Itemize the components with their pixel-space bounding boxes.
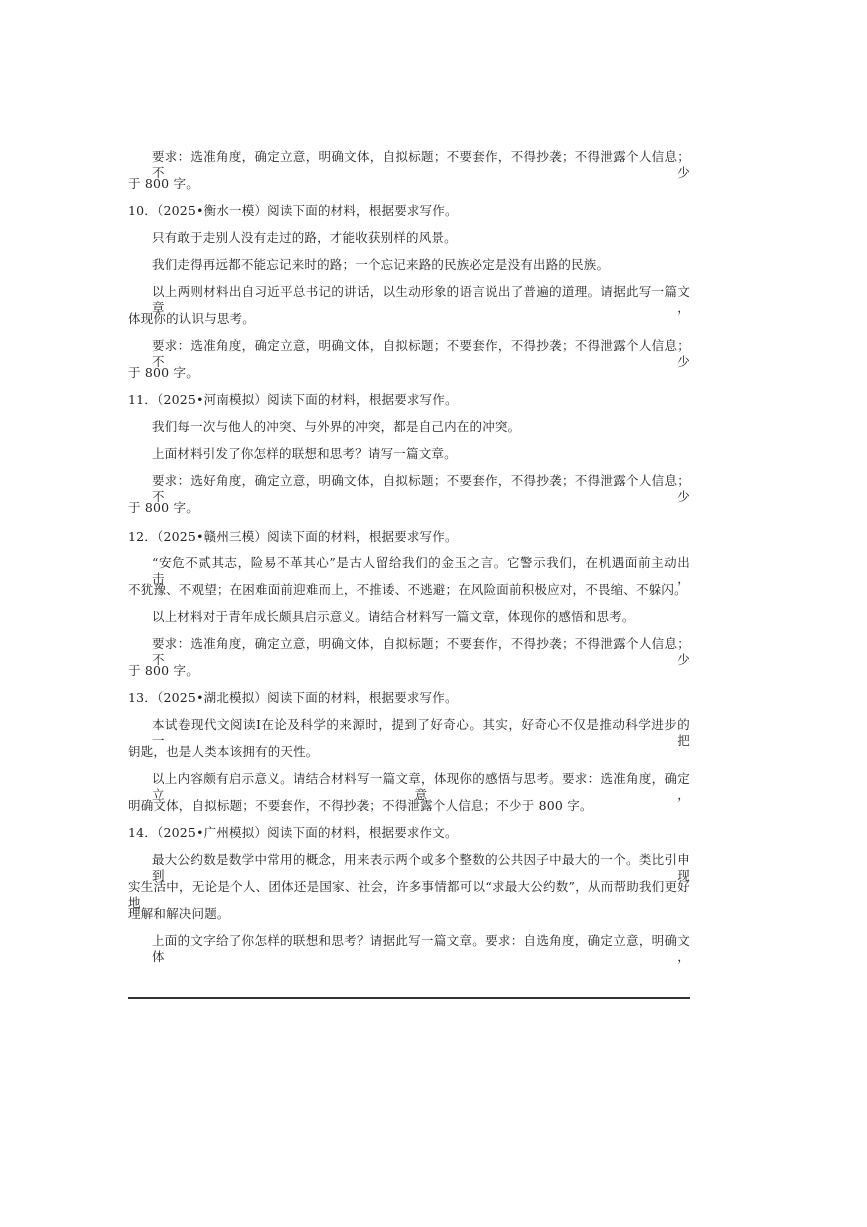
text-line: 我们每一次与他人的冲突、与外界的冲突，都是自己内在的冲突。 <box>152 419 521 434</box>
text-line: 要求：选准角度，确定立意，明确文体，自拟标题；不要套作，不得抄袭；不得泄露个人信息；不少 <box>152 149 690 180</box>
text-line: 钥匙，也是人类本该拥有的天性。 <box>128 744 319 759</box>
text-line: 上面的文字给了你怎样的联想和思考？请据此写一篇文章。要求：自选角度，确定立意，明确文体， <box>152 933 690 964</box>
text-line: 明确文体，自拟标题；不要套作，不得抄袭；不得泄露个人信息；不少于 800 字。 <box>128 798 593 813</box>
text-line: 上面材料引发了你怎样的联想和思考？请写一篇文章。 <box>152 446 457 461</box>
text-line: 于 800 字。 <box>128 365 199 380</box>
text-line: 体现你的认识与思考。 <box>128 311 256 326</box>
question-heading: 14．（2025•广州模拟）阅读下面的材料，根据要求作文。 <box>128 825 458 840</box>
text-line: 于 800 字。 <box>128 500 199 515</box>
text-line: 我们走得再远都不能忘记来时的路；一个忘记来路的民族必定是没有出路的民族。 <box>152 257 610 272</box>
text-line: 于 800 字。 <box>128 663 199 678</box>
text-line: 要求：选准角度，确定立意，明确文体，自拟标题；不要套作，不得抄袭；不得泄露个人信息；不少 <box>152 636 690 667</box>
footer-divider <box>128 997 690 999</box>
question-heading: 12．（2025•赣州三模）阅读下面的材料，根据要求写作。 <box>128 529 458 544</box>
text-line: 以上材料对于青年成长颇具启示意义。请结合材料写一篇文章，体现你的感悟和思考。 <box>152 609 635 624</box>
text-line: 实生活中，无论是个人、团体还是国家、社会，许多事情都可以“求最大公约数”，从而帮助我们更好地 <box>128 879 690 910</box>
text-line: 最大公约数是数学中常用的概念，用来表示两个或多个整数的公共因子中最大的一个。类比引申到现 <box>152 852 690 883</box>
text-line: 理解和解决问题。 <box>128 906 230 921</box>
question-heading: 11．（2025•河南模拟）阅读下面的材料，根据要求写作。 <box>128 392 458 407</box>
text-line: 不犹豫、不观望；在困难面前迎难而上，不推诿、不逃避；在风险面前积极应对，不畏缩、不躲闪。 <box>128 582 687 597</box>
text-line: 只有敢于走别人没有走过的路，才能收获别样的风景。 <box>152 230 457 245</box>
text-line: 要求：选准角度，确定立意，明确文体，自拟标题；不要套作，不得抄袭；不得泄露个人信息；不少 <box>152 338 690 369</box>
text-line: “安危不贰其志，险易不革其心”是古人留给我们的金玉之言。它警示我们，在机遇面前主动出击， <box>152 555 690 586</box>
question-heading: 10．（2025•衡水一模）阅读下面的材料，根据要求写作。 <box>128 203 458 218</box>
text-line: 于 800 字。 <box>128 176 199 191</box>
text-line: 以上两则材料出自习近平总书记的讲话，以生动形象的语言说出了普遍的道理。请据此写一篇文章， <box>152 284 690 315</box>
text-line: 以上内容颇有启示意义。请结合材料写一篇文章，体现你的感悟与思考。要求：选准角度，确定立意， <box>152 771 690 802</box>
text-line: 本试卷现代文阅读Ⅰ在论及科学的来源时，提到了好奇心。其实，好奇心不仅是推动科学进步的一把 <box>152 717 690 748</box>
text-line: 要求：选好角度，确定立意，明确文体，自拟标题；不要套作，不得抄袭；不得泄露个人信息；不少 <box>152 473 690 504</box>
question-heading: 13．（2025•湖北模拟）阅读下面的材料，根据要求写作。 <box>128 690 458 705</box>
